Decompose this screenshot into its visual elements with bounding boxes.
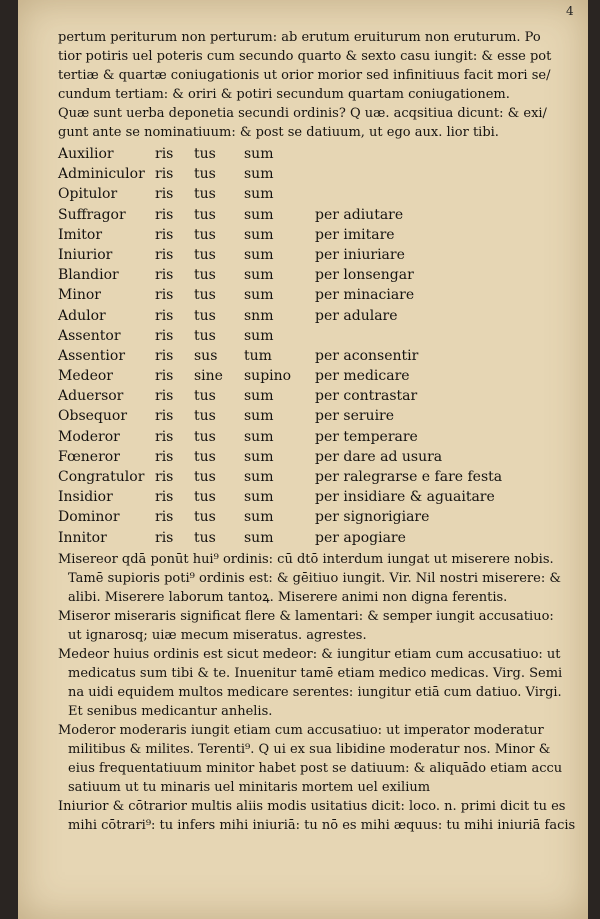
verb-cell: Iniurior — [58, 246, 113, 263]
verb-cell: Blandior — [58, 267, 119, 284]
verb-cell: Innitor — [58, 529, 107, 546]
ending-cell: sus — [194, 347, 218, 364]
verb-cell: Moderor — [58, 428, 120, 445]
ending-cell: ris — [155, 166, 174, 183]
ending-cell: tus — [194, 327, 216, 344]
ending-cell: ris — [155, 388, 174, 405]
verb-cell: Adminiculor — [58, 166, 145, 183]
folio-number: 4 — [566, 4, 574, 18]
ending-cell: sum — [244, 267, 274, 284]
table-row — [58, 427, 578, 447]
ending-cell: sine — [194, 368, 223, 385]
verb-cell: Opitulor — [58, 186, 118, 203]
ending-cell: sum — [244, 146, 274, 162]
ending-cell: ris — [155, 529, 174, 546]
text-line: Moderor moderaris iungit etiam cum accusatiuo: ut imperator moderatur — [58, 722, 544, 738]
ending-cell: tus — [194, 186, 216, 203]
text-line: ut ignarosq; uiæ mecum miseratus. agrestes. — [68, 627, 367, 643]
table-row — [58, 406, 578, 426]
ending-cell: sum — [244, 388, 274, 405]
table-row — [58, 306, 578, 326]
text-line: Miseror miseraris significat flere & lamentari: & semper iungit accusatiuo: — [58, 608, 554, 624]
ending-cell: sum — [244, 408, 274, 425]
ending-cell: ris — [155, 186, 174, 203]
ending-cell: tus — [194, 307, 216, 324]
ending-cell: sum — [244, 509, 274, 526]
table-row — [58, 447, 578, 467]
gloss-cell: per signorigiare — [315, 509, 430, 526]
verb-cell: Insidior — [58, 489, 113, 506]
table-row — [58, 366, 578, 386]
ending-cell: sum — [244, 428, 274, 445]
gloss-cell: per aconsentir — [315, 347, 419, 364]
commentary-text — [58, 550, 578, 835]
ending-cell: tus — [194, 469, 216, 485]
ending-cell: sum — [244, 448, 274, 465]
gloss-cell: per insidiare & aguaitare — [315, 489, 495, 506]
ending-cell: sum — [244, 186, 274, 203]
table-row — [58, 528, 578, 548]
verb-cell: Suffragor — [58, 206, 126, 223]
ending-cell: sum — [244, 469, 274, 485]
text-line: satiuum ut tu minaris uel minitaris mortem uel exilium — [68, 779, 431, 795]
table-row — [58, 285, 578, 305]
verb-cell: Imitor — [58, 226, 103, 243]
text-line: tertiæ & quartæ coniugationis ut orior morior sed infinitiuus facit mori se/ — [58, 68, 551, 83]
ending-cell: ris — [155, 146, 174, 162]
ending-cell: ris — [155, 428, 174, 445]
table-row — [58, 225, 578, 245]
text-line: Misereor qdā ponūt hui⁹ ordinis: cū dtō interdum iungat ut miserere nobis. — [58, 551, 554, 567]
ending-cell: ris — [155, 489, 174, 506]
table-row — [58, 326, 578, 346]
text-line: Tamē supioris poti⁹ ordinis est: & gēitiuo iungit. Vir. Nil nostri miserere: & — [68, 570, 561, 586]
gloss-cell: per iniuriare — [315, 246, 405, 263]
page-text — [58, 28, 578, 835]
ending-cell: tus — [194, 287, 216, 304]
gloss-cell: per dare ad usura — [315, 448, 443, 465]
ending-cell: tus — [194, 206, 216, 223]
ending-cell: tus — [194, 448, 216, 465]
ending-cell: tus — [194, 146, 216, 162]
ending-cell: tus — [194, 408, 216, 425]
ending-cell: ris — [155, 368, 174, 385]
ending-cell: tum — [244, 347, 272, 364]
table-row — [58, 144, 578, 164]
ending-cell: supino — [244, 368, 292, 385]
gloss-cell: per adulare — [315, 307, 398, 324]
verb-cell: Fœneror — [58, 448, 120, 465]
ending-cell: ris — [155, 509, 174, 526]
ending-cell: ris — [155, 206, 174, 223]
gloss-cell: per ralegrarse e fare festa — [315, 469, 503, 485]
ending-cell: ris — [155, 267, 174, 284]
text-line: tior potiris uel poteris cum secundo quarto & sexto casu iungit: & esse pot — [58, 49, 552, 64]
text-line: pertum periturum non perturum: ab erutum eruiturum non eruturum. Po — [58, 30, 541, 45]
gloss-cell: per adiutare — [315, 206, 404, 223]
verb-cell: Obsequor — [58, 408, 128, 425]
verb-cell: Adulor — [58, 307, 106, 324]
table-row — [58, 164, 578, 184]
ending-cell: ris — [155, 469, 174, 485]
ending-cell: sum — [244, 226, 274, 243]
text-line: na uidi equidem multos medicare serentes: iungitur etiā cum datiuo. Virgi. — [68, 684, 562, 700]
table-row — [58, 487, 578, 507]
verb-cell: Minor — [58, 287, 101, 304]
table-row — [58, 507, 578, 527]
gloss-cell: per imitare — [315, 226, 395, 243]
verb-cell: Assentor — [58, 327, 121, 344]
verb-cell: Auxilior — [58, 146, 114, 162]
verb-cell: Medeor — [58, 368, 113, 385]
verb-cell: Aduersor — [58, 388, 124, 405]
table-row — [58, 467, 578, 487]
table-row — [58, 184, 578, 204]
ending-cell: tus — [194, 509, 216, 526]
verb-cell: Congratulor — [58, 469, 145, 485]
ending-cell: sum — [244, 529, 274, 546]
ending-cell: tus — [194, 246, 216, 263]
ending-cell: tus — [194, 428, 216, 445]
intro-paragraph — [58, 28, 578, 142]
text-line: Et senibus medicantur anhelis. — [68, 703, 273, 719]
verb-cell: Dominor — [58, 509, 120, 526]
text-line: cundum tertiam: & oriri & potiri secundum quartam coniugationem. — [58, 87, 510, 102]
table-row — [58, 346, 578, 366]
gloss-cell: per apogiare — [315, 529, 406, 546]
table-row — [58, 265, 578, 285]
table-row — [58, 386, 578, 406]
gloss-cell: per lonsengar — [315, 267, 414, 284]
text-line: gunt ante se nominatiuum: & post se datiuum, ut ego aux. lior tibi. — [58, 125, 499, 140]
ending-cell: ris — [155, 307, 174, 324]
ending-cell: tus — [194, 388, 216, 405]
book-page — [18, 0, 588, 919]
text-line: alibi. Miserere laborum tantoꝝ. Miserere animi non digna ferentis. — [68, 589, 508, 605]
gloss-cell: per minaciare — [315, 287, 415, 304]
ending-cell: tus — [194, 489, 216, 506]
ending-cell: sum — [244, 489, 274, 506]
gloss-cell: per temperare — [315, 428, 418, 445]
ending-cell: sum — [244, 287, 274, 304]
ending-cell: sum — [244, 246, 274, 263]
ending-cell: ris — [155, 327, 174, 344]
gloss-cell: per seruire — [315, 408, 395, 425]
ending-cell: ris — [155, 448, 174, 465]
ending-cell: snm — [244, 307, 274, 324]
ending-cell: tus — [194, 166, 216, 183]
text-line: militibus & milites. Terenti⁹. Q ui ex sua libidine moderatur nos. Minor & — [68, 741, 551, 757]
gloss-cell: per contrastar — [315, 388, 418, 405]
text-line: eius frequentatiuum minitor habet post se datiuum: & aliquādo etiam accu — [68, 760, 563, 776]
text-line: medicatus sum tibi & te. Inuenitur tamē etiam medico medicas. Virg. Semi — [68, 665, 563, 681]
table-row — [58, 205, 578, 225]
ending-cell: tus — [194, 267, 216, 284]
ending-cell: ris — [155, 347, 174, 364]
ending-cell: ris — [155, 226, 174, 243]
ending-cell: ris — [155, 408, 174, 425]
text-line: Quæ sunt uerba deponetia secundi ordinis? Q uæ. acqsitiua dicunt: & exi/ — [58, 106, 547, 121]
ending-cell: tus — [194, 529, 216, 546]
table-row — [58, 245, 578, 265]
text-line: mihi cōtrari⁹: tu infers mihi iniuriā: tu nō es mihi æquus: tu mihi iniuriā facis — [68, 817, 576, 833]
text-line: Medeor huius ordinis est sicut medeor: & iungitur etiam cum accusatiuo: ut — [58, 646, 561, 662]
ending-cell: sum — [244, 206, 274, 223]
text-line: Iniurior & cōtrarior multis aliis modis usitatius dicit: loco. n. primi dicit tu es — [58, 798, 566, 814]
ending-cell: ris — [155, 287, 174, 304]
ending-cell: tus — [194, 226, 216, 243]
verb-table — [58, 144, 578, 548]
gloss-cell: per medicare — [315, 368, 410, 385]
ending-cell: sum — [244, 166, 274, 183]
ending-cell: ris — [155, 246, 174, 263]
verb-cell: Assentior — [58, 347, 126, 364]
ending-cell: sum — [244, 327, 274, 344]
